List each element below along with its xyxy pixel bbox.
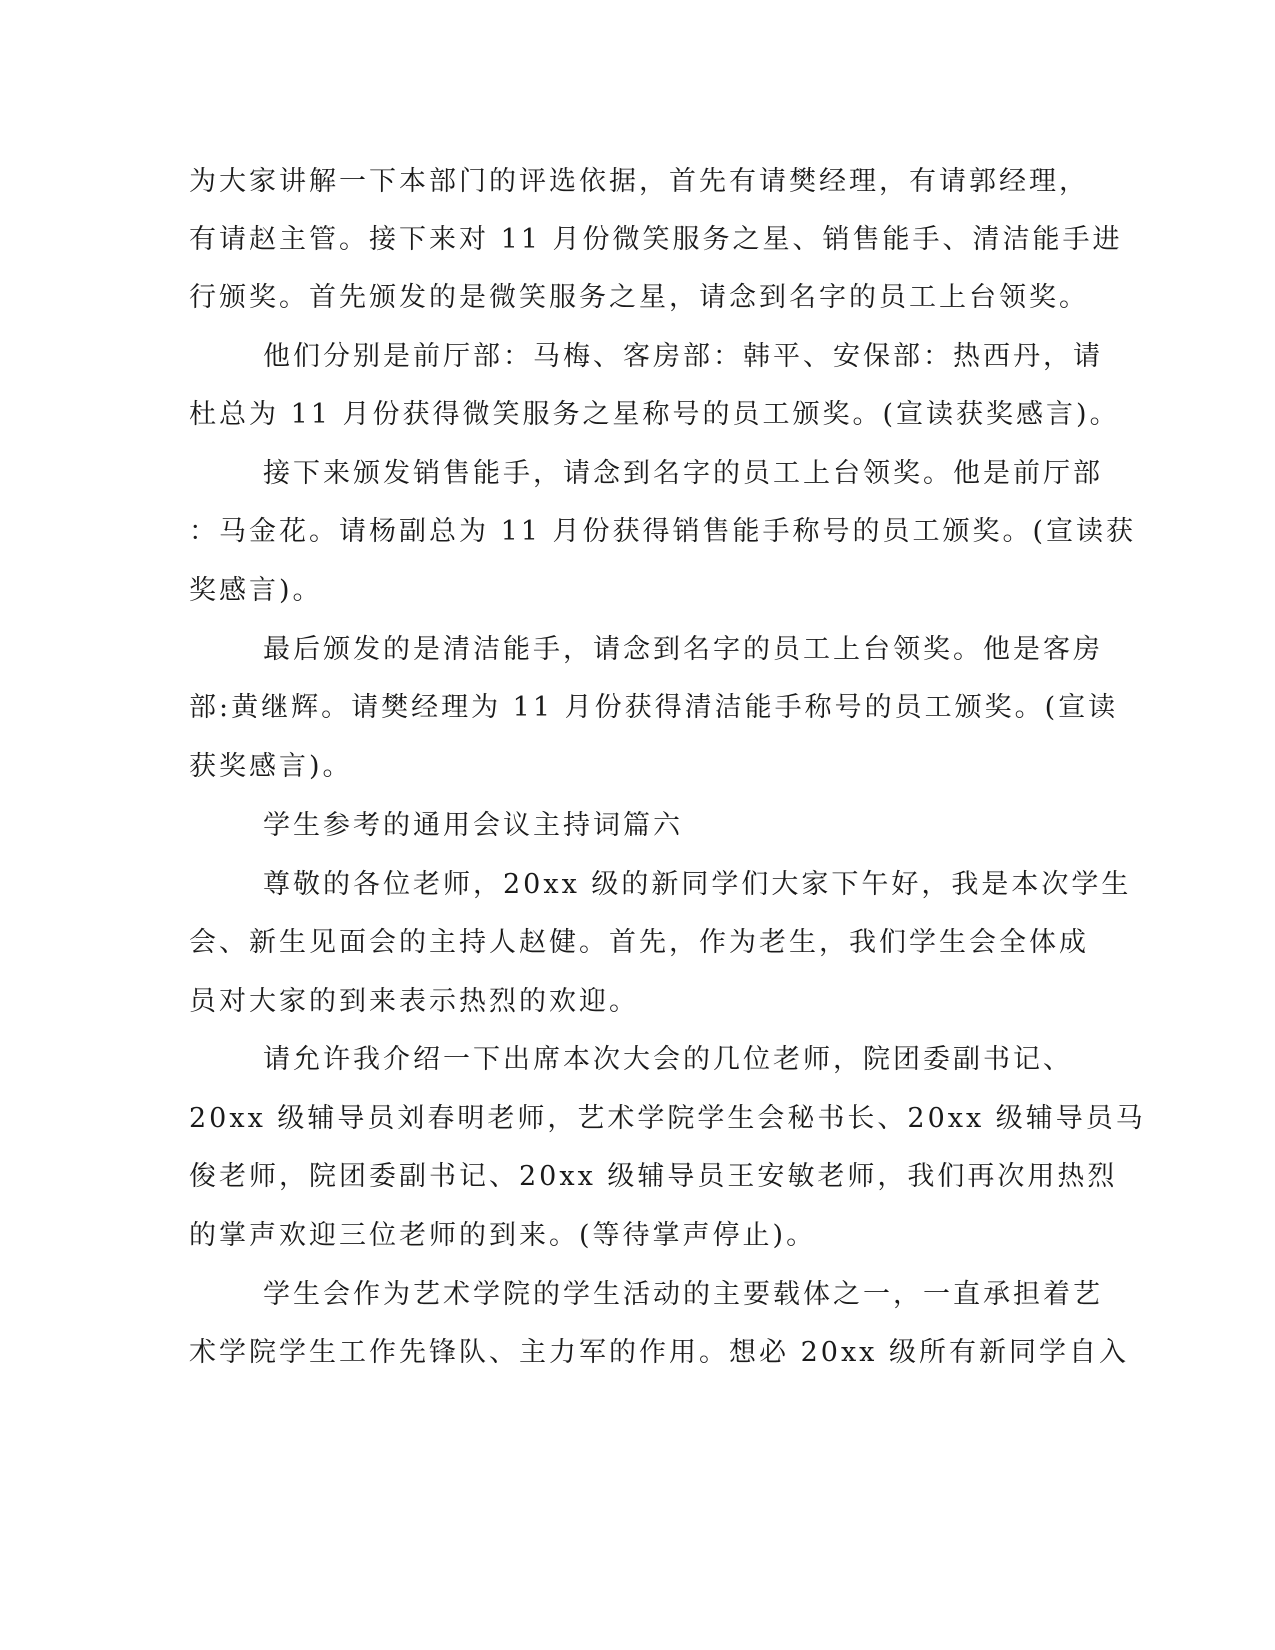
text-line: 的掌声欢迎三位老师的到来。(等待掌声停止)。	[189, 1220, 817, 1251]
text-line: 他们分别是前厅部：马梅、客房部：韩平、安保部：热西丹，请	[263, 341, 1103, 372]
text-line: 行颁奖。首先颁发的是微笑服务之星，请念到名字的员工上台领奖。	[189, 282, 1089, 313]
text-line: 部:黄继辉。请樊经理为 11 月份获得清洁能手称号的员工颁奖。(宣读	[189, 692, 1119, 723]
text-line: 俊老师，院团委副书记、20xx 级辅导员王安敏老师，我们再次用热烈	[189, 1161, 1118, 1192]
text-line: 20xx 级辅导员刘春明老师，艺术学院学生会秘书长、20xx 级辅导员马	[189, 1103, 1146, 1134]
text-line: 为大家讲解一下本部门的评选依据，首先有请樊经理，有请郭经理，	[189, 166, 1089, 197]
text-line: 尊敬的各位老师，20xx 级的新同学们大家下午好，我是本次学生	[263, 869, 1132, 900]
text-line: 最后颁发的是清洁能手，请念到名字的员工上台领奖。他是客房	[263, 634, 1103, 665]
text-line: 员对大家的到来表示热烈的欢迎。	[189, 986, 639, 1017]
text-line: 获奖感言)。	[189, 751, 353, 782]
text-line: ：马金花。请杨副总为 11 月份获得销售能手称号的员工颁奖。(宣读获	[189, 516, 1137, 547]
text-line: 有请赵主管。接下来对 11 月份微笑服务之星、销售能手、清洁能手进	[189, 224, 1123, 255]
text-line: 杜总为 11 月份获得微笑服务之星称号的员工颁奖。(宣读获奖感言)。	[189, 399, 1120, 430]
text-line: 接下来颁发销售能手，请念到名字的员工上台领奖。他是前厅部	[263, 458, 1103, 489]
text-line: 请允许我介绍一下出席本次大会的几位老师，院团委副书记、	[263, 1044, 1073, 1075]
text-line: 会、新生见面会的主持人赵健。首先，作为老生，我们学生会全体成	[189, 927, 1089, 958]
text-line: 学生会作为艺术学院的学生活动的主要载体之一，一直承担着艺	[263, 1279, 1103, 1310]
section-heading: 学生参考的通用会议主持词篇六	[263, 810, 683, 841]
text-line: 术学院学生工作先锋队、主力军的作用。想必 20xx 级所有新同学自入	[189, 1337, 1129, 1368]
text-line: 奖感言)。	[189, 575, 323, 606]
